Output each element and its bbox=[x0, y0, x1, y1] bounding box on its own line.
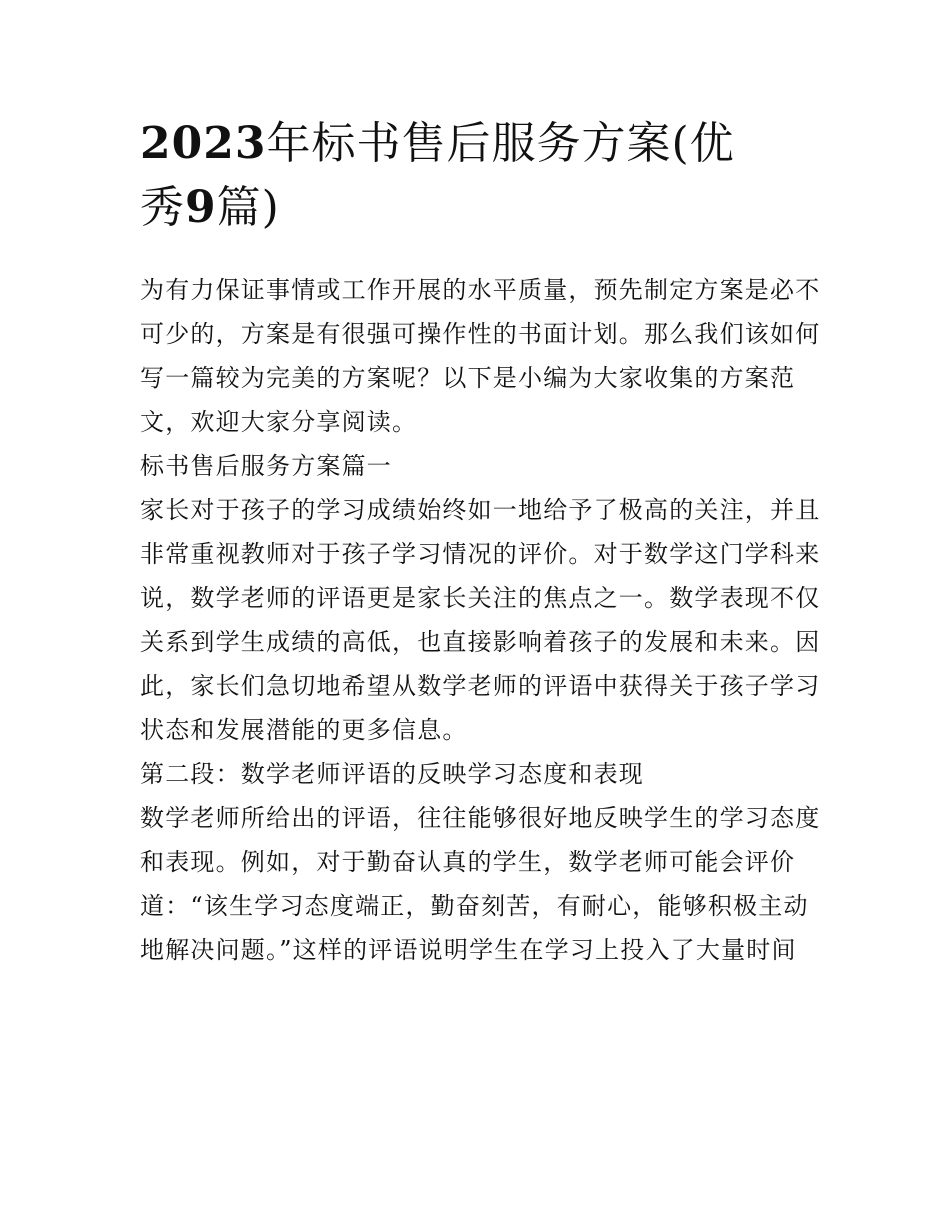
paragraph-2 bbox=[140, 796, 820, 972]
intro-line: 为有力保证事情或工作开展的水平质量，预先制定方案是必不 bbox=[140, 276, 821, 304]
paragraph-line: 数学老师所给出的评语，往往能够很好地反映学生的学习态度 bbox=[140, 804, 821, 832]
paragraph-line: 关系到学生成绩的高低，也直接影响着孩子的发展和未来。因 bbox=[140, 628, 821, 656]
paragraph-line: 家长对于孩子的学习成绩始终如一地给予了极高的关注，并且 bbox=[140, 496, 821, 524]
section-heading-1: 标书售后服务方案篇一 bbox=[140, 452, 392, 480]
paragraph-line: 道：“该生学习态度端正，勤奋刻苦，有耐心，能够积极主动 bbox=[140, 892, 809, 920]
section-heading-2: 第二段：数学老师评语的反映学习态度和表现 bbox=[140, 760, 644, 788]
title-text-2a: 秀 bbox=[140, 182, 185, 233]
paragraph-line: 状态和发展潜能的更多信息。 bbox=[140, 716, 468, 744]
intro-paragraph bbox=[140, 268, 820, 444]
title-text-2b: 篇) bbox=[216, 182, 280, 233]
paragraph-line: 和表现。例如，对于勤奋认真的学生，数学老师可能会评价 bbox=[140, 848, 796, 876]
title-text-1: 年标书售后服务方案(优 bbox=[266, 118, 735, 169]
paragraph-line: 说，数学老师的评语更是家长关注的焦点之一。数学表现不仅 bbox=[140, 584, 821, 612]
document-title bbox=[140, 112, 820, 240]
document-page bbox=[140, 112, 820, 972]
paragraph-line: 此，家长们急切地希望从数学老师的评语中获得关于孩子学习 bbox=[140, 672, 821, 700]
paragraph-1 bbox=[140, 488, 820, 752]
paragraph-line: 非常重视教师对于孩子学习情况的评价。对于数学这门学科来 bbox=[140, 540, 821, 568]
title-count: 9 bbox=[185, 182, 217, 233]
intro-line: 可少的，方案是有很强可操作性的书面计划。那么我们该如何 bbox=[140, 320, 821, 348]
title-line-2 bbox=[140, 176, 820, 240]
intro-line: 文，欢迎大家分享阅读。 bbox=[140, 408, 418, 436]
title-year: 2023 bbox=[140, 118, 267, 169]
title-line-1 bbox=[140, 112, 820, 176]
intro-line: 写一篇较为完美的方案呢？以下是小编为大家收集的方案范 bbox=[140, 364, 796, 392]
document-body bbox=[140, 268, 820, 972]
paragraph-line: 地解决问题。”这样的评语说明学生在学习上投入了大量时间 bbox=[140, 936, 797, 964]
